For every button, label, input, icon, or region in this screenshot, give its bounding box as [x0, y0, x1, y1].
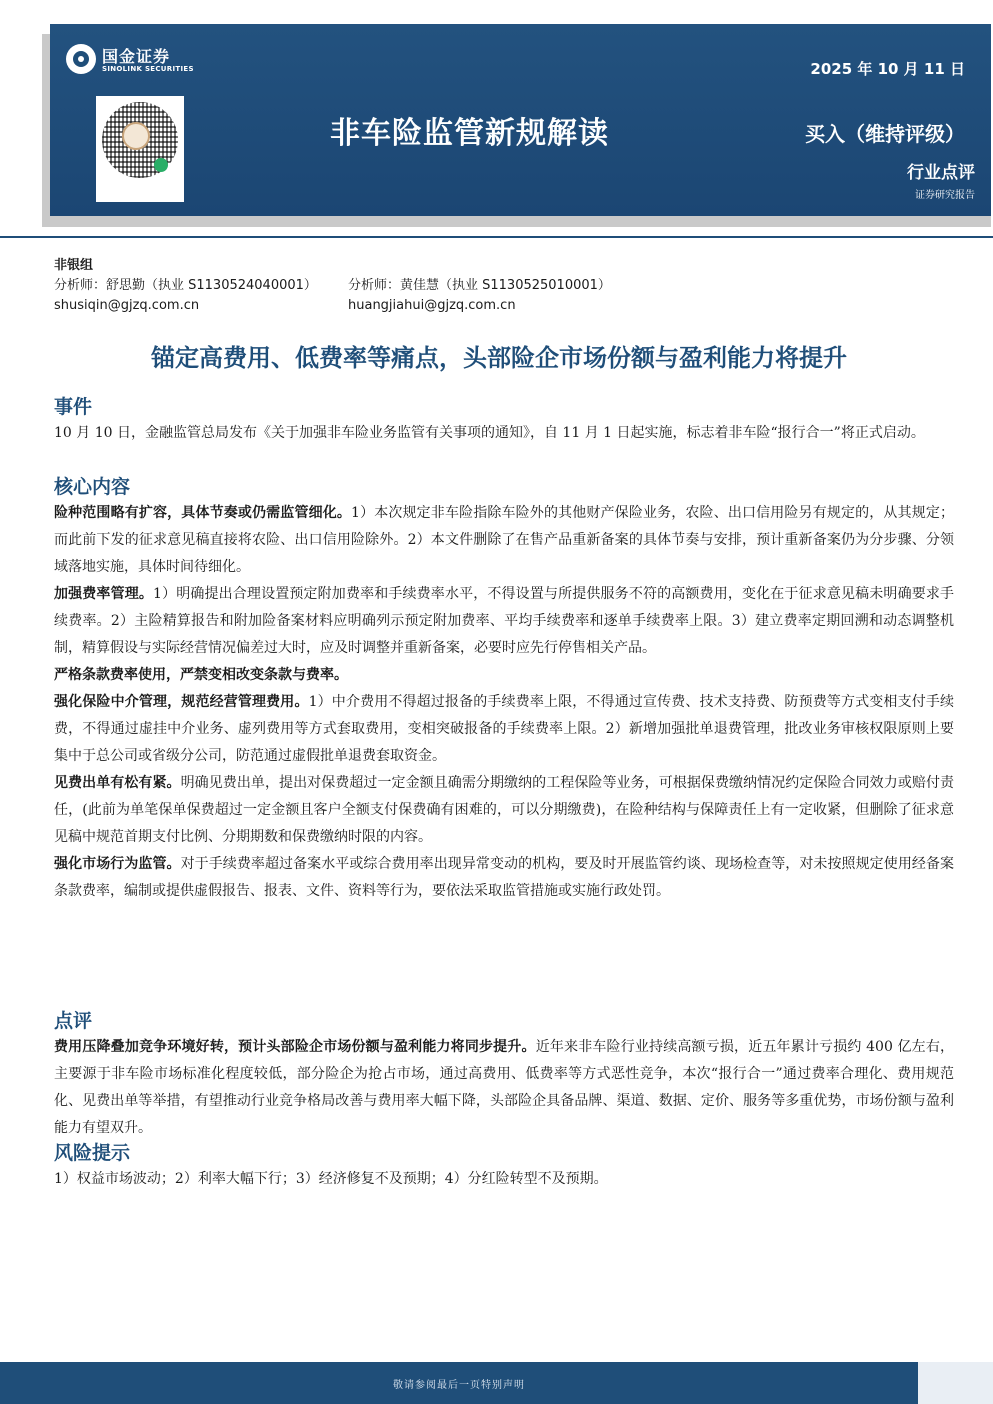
core-item-body: 明确见费出单，提出对保费超过一定金额且确需分期缴纳的工程保险等业务，可根据保费缴纳情况约定保险合同效力或赔付责任，(此前为单笔保单保费超过一定金额且客户全额支付保费确有困难的，可以分期缴费)，在险种结构与保障责任上有一定收紧，但删除了征求意见稿中规范首期支付比例、分期期数和保费缴纳时限的内容。	[54, 775, 955, 845]
core-item	[54, 581, 954, 662]
core-item-body: 1）本次规定非车险指除车险外的其他财产保险业务，农险、出口信用险另有规定的，从其规定；而此前下发的征求意见稿直接将农险、出口信用险除外。2）本文件删除了在售产品重新备案的具体节奏与安排，预计重新备案仍为分步骤、分领域落地实施，具体时间待细化。	[54, 505, 954, 575]
core-item	[54, 770, 954, 851]
review-lead: 费用压降叠加竞争环境好转，预计头部险企市场份额与盈利能力将同步提升。	[54, 1039, 536, 1055]
logo-name-en: SINOLINK SECURITIES	[102, 65, 194, 73]
qr-center-logo	[122, 122, 150, 150]
research-group: 非银组	[54, 258, 94, 273]
core-item-body: 对于手续费率超过备案水平或综合费用率出现异常变动的机构，要及时开展监管约谈、现场检查等，对未按照规定使用经备案条款费率，编制或提供虚假报告、报表、文件、资料等行为，要依法采取监管措施或实施行政处罚。	[54, 856, 955, 899]
rating: 买入（维持评级）	[805, 122, 965, 146]
analyst-2: 分析师：黄佳慧（执业 S1130525010001）	[348, 278, 611, 293]
section-title-risk: 风险提示	[54, 1142, 131, 1164]
core-item	[54, 851, 954, 905]
header-divider	[0, 236, 993, 238]
report-date: 2025 年 10 月 11 日	[810, 60, 965, 78]
qr-code	[96, 96, 184, 202]
event-text: 10 月 10 日，金融监管总局发布《关于加强非车险业务监管有关事项的通知》，自 11 月 1 日起实施，标志着非车险“报行合一”将正式启动。	[54, 425, 925, 441]
logo-name-cn: 国金证券	[102, 47, 171, 66]
section-event	[54, 394, 954, 447]
report-subtype: 证券研究报告	[915, 190, 975, 201]
footer-disclaimer: 敬请参阅最后一页特别声明	[393, 1380, 525, 1391]
section-review	[54, 1008, 954, 1142]
section-title-event: 事件	[54, 396, 93, 418]
analyst-1: 分析师：舒思勤（执业 S1130524040001）	[54, 278, 317, 293]
review-text	[54, 1034, 954, 1142]
report-type: 行业点评	[907, 163, 975, 183]
logo-icon	[66, 44, 96, 74]
report-title: 非车险监管新规解读	[330, 116, 609, 151]
review-body: 近年来非车险行业持续高额亏损，近五年累计亏损约 400 亿左右，主要源于非车险市场标准化程度较低，部分险企为抢占市场，通过高费用、低费率等方式恶性竞争，本次“报行合一”通过费率合理化、费用规范化、见费出单等举措，有望推动行业竞争格局改善与费用率大幅下降，头部险企具备品牌、渠道、数据、定价、服务等多重优势，市场份额与盈利能力有望双升。	[54, 1039, 954, 1136]
core-item	[54, 689, 954, 770]
footer-corner	[918, 1362, 993, 1404]
core-item-lead: 加强费率管理。	[54, 586, 154, 602]
report-headline: 锚定高费用、低费率等痛点，头部险企市场份额与盈利能力将提升	[151, 344, 847, 372]
core-item-body: 1）中介费用不得超过报备的手续费率上限，不得通过宣传费、技术支持费、防预费等方式变相支付手续费，不得通过虚挂中介业务、虚列费用等方式套取费用，变相突破报备的手续费率上限。2）新增加强批单退费管理，批改业务审核权限原则上要集中于总公司或省级分公司，防范通过虚假批单退费套取资金。	[54, 694, 955, 764]
section-title-review: 点评	[54, 1010, 93, 1032]
analyst-2-email[interactable]: huangjiahui@gjzq.com.cn	[348, 298, 516, 313]
core-item-lead: 强化市场行为监管。	[54, 856, 181, 872]
section-risk	[54, 1140, 954, 1193]
core-item-lead: 见费出单有松有紧。	[54, 775, 181, 791]
core-item	[54, 500, 954, 581]
core-item-lead: 强化保险中介管理，规范经营管理费用。	[54, 694, 309, 710]
core-item	[54, 662, 954, 689]
core-item-lead: 险种范围略有扩容，具体节奏或仍需监管细化。	[54, 505, 352, 521]
company-logo	[66, 44, 216, 76]
risk-text: 1）权益市场波动；2）利率大幅下行；3）经济修复不及预期；4）分红险转型不及预期。	[54, 1171, 608, 1187]
analyst-1-email[interactable]: shusiqin@gjzq.com.cn	[54, 298, 200, 313]
analyst-info	[54, 256, 954, 316]
wechat-icon	[154, 158, 168, 172]
section-title-core: 核心内容	[54, 476, 131, 498]
core-item-lead: 严格条款费率使用，严禁变相改变条款与费率。	[54, 667, 348, 683]
core-item-body: 1）明确提出合理设置预定附加费率和手续费率水平，不得设置与所提供服务不符的高额费用，变化在于征求意见稿未明确要求手续费率。2）主险精算报告和附加险备案材料应明确列示预定附加费率、平均手续费率和逐单手续费率上限。3）建立费率定期回溯和动态调整机制，精算假设与实际经营情况偏差过大时，应及时调整并重新备案，必要时应先行停售相关产品。	[54, 586, 955, 656]
section-core	[54, 474, 954, 905]
